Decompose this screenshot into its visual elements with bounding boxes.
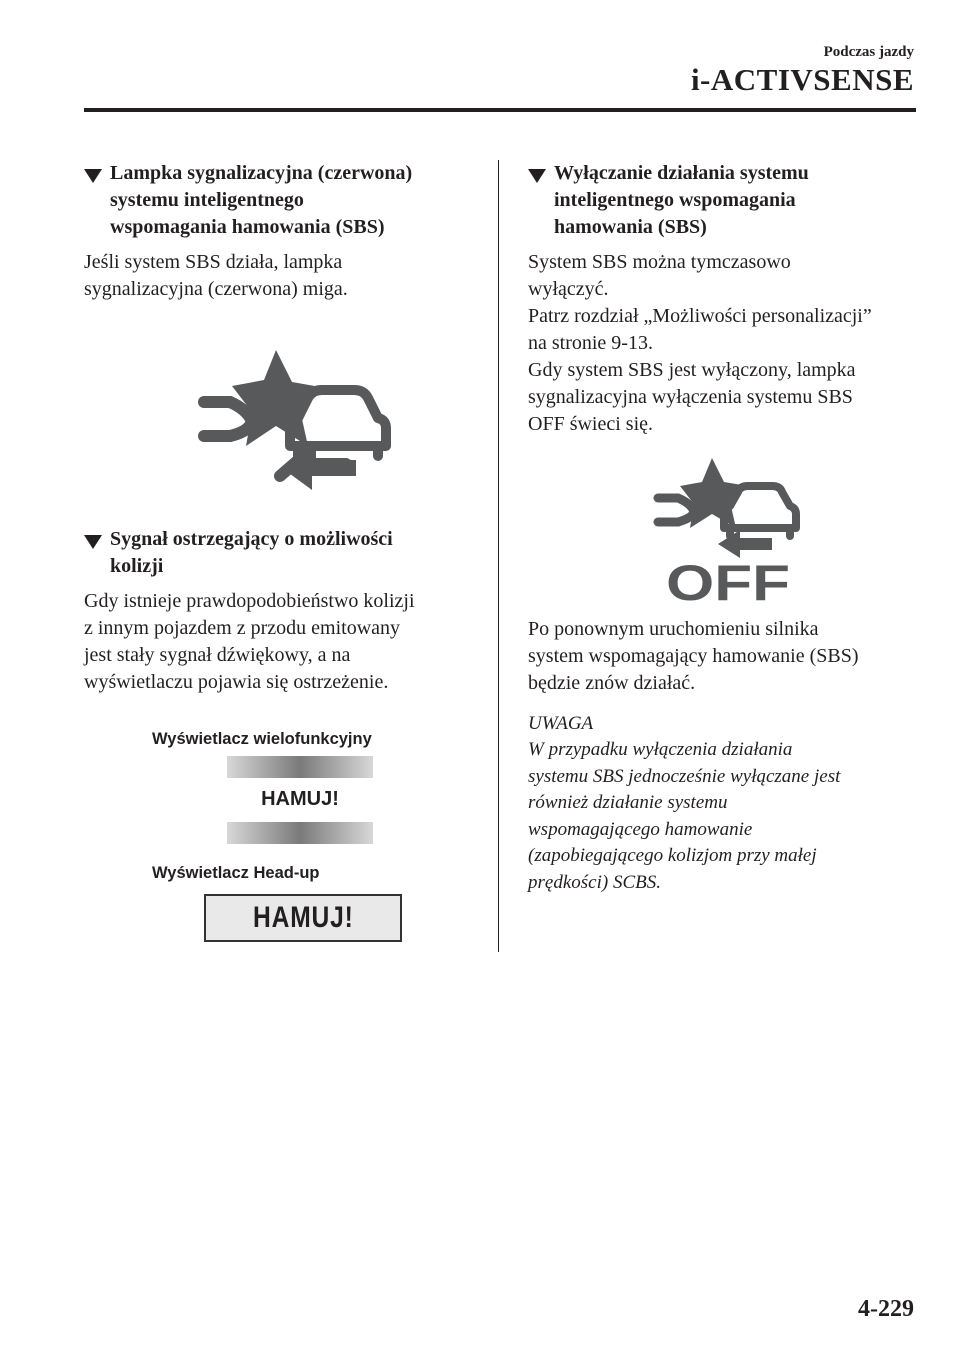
- section-body-sbs-off: [528, 249, 928, 438]
- section-heading-sbs-red-lamp: [84, 160, 476, 241]
- body-line: System SBS można tymczasowo: [528, 251, 791, 273]
- right-column-after: [528, 616, 928, 896]
- hud-warning-box: [204, 894, 402, 942]
- note-line: wspomagającego hamowanie: [528, 818, 753, 840]
- body-line: Patrz rozdział „Możliwości personalizacji”: [528, 305, 872, 327]
- note-body: [528, 737, 928, 896]
- sbs-off-icon: [648, 456, 808, 606]
- heading-line: wspomagania hamowania (SBS): [110, 216, 385, 238]
- body-line: z innym pojazdem z przodu emitowany: [84, 617, 401, 639]
- multi-display-label: Wyświetlacz wielofunkcyjny: [152, 730, 372, 748]
- note-line: prędkości) SCBS.: [528, 871, 661, 893]
- left-column-section2: [84, 526, 476, 696]
- page-number: 4-229: [858, 1296, 914, 1322]
- triangle-bullet-icon: [84, 169, 102, 183]
- body-line: system wspomagający hamowanie (SBS): [528, 645, 859, 667]
- multi-display-warning-text: HAMUJ!: [261, 788, 339, 810]
- hud-label: Wyświetlacz Head-up: [152, 864, 320, 882]
- body-line: wyłączyć.: [528, 278, 609, 300]
- body-line: na stronie 9-13.: [528, 332, 653, 354]
- section-body-after-restart: [528, 616, 928, 697]
- header-rule: [84, 108, 916, 112]
- triangle-bullet-icon: [528, 169, 546, 183]
- heading-line: Sygnał ostrzegający o możliwości: [110, 528, 393, 550]
- header-section-label: Podczas jazdy: [823, 44, 914, 60]
- body-line: Gdy istnieje prawdopodobieństwo kolizji: [84, 590, 415, 612]
- body-line: Jeśli system SBS działa, lampka: [84, 251, 343, 273]
- note-line: (zapobiegającego kolizjom przy małej: [528, 845, 817, 866]
- heading-line: inteligentnego wspomagania: [554, 189, 796, 211]
- section-heading-sbs-off: [528, 160, 928, 241]
- header-title: i-ACTIVSENSE: [690, 62, 914, 97]
- display-illustration: [150, 728, 410, 948]
- note-line: systemu SBS jednocześnie wyłączane jest: [528, 765, 841, 787]
- body-line: Gdy system SBS jest wyłączony, lampka: [528, 359, 856, 381]
- section-heading-collision-warning: [84, 526, 476, 580]
- triangle-bullet-icon: [84, 535, 102, 549]
- left-column: [84, 160, 476, 303]
- heading-line: systemu inteligentnego: [110, 189, 304, 211]
- heading-line: Lampka sygnalizacyjna (czerwona): [110, 162, 413, 184]
- body-line: jest stały sygnał dźwiękowy, a na: [84, 644, 351, 666]
- heading-line: kolizji: [110, 555, 164, 577]
- hud-warning-text: HAMUJ!: [252, 901, 354, 934]
- column-divider: [498, 160, 499, 952]
- body-line: OFF świeci się.: [528, 413, 653, 435]
- note-line: również działanie systemu: [528, 792, 728, 813]
- body-line: sygnalizacyjna (czerwona) miga.: [84, 278, 348, 300]
- heading-line: Wyłączanie działania systemu: [554, 162, 809, 184]
- right-column: [528, 160, 928, 438]
- body-line: będzie znów działać.: [528, 672, 696, 694]
- gradient-bar-top: [227, 756, 373, 778]
- section-body-collision-warning: [84, 588, 476, 696]
- gradient-bar-bottom: [227, 822, 373, 844]
- body-line: sygnalizacyjna wyłączenia systemu SBS: [528, 386, 853, 408]
- heading-line: hamowania (SBS): [554, 216, 707, 238]
- off-icon-text: OFF: [666, 555, 790, 606]
- note-title: UWAGA: [528, 713, 594, 734]
- note-line: W przypadku wyłączenia działania: [528, 739, 793, 760]
- body-line: Po ponownym uruchomieniu silnika: [528, 618, 819, 640]
- body-line: wyświetlaczu pojawia się ostrzeżenie.: [84, 671, 389, 693]
- section-body-sbs-red-lamp: [84, 249, 476, 303]
- sbs-warning-icon: [186, 346, 396, 496]
